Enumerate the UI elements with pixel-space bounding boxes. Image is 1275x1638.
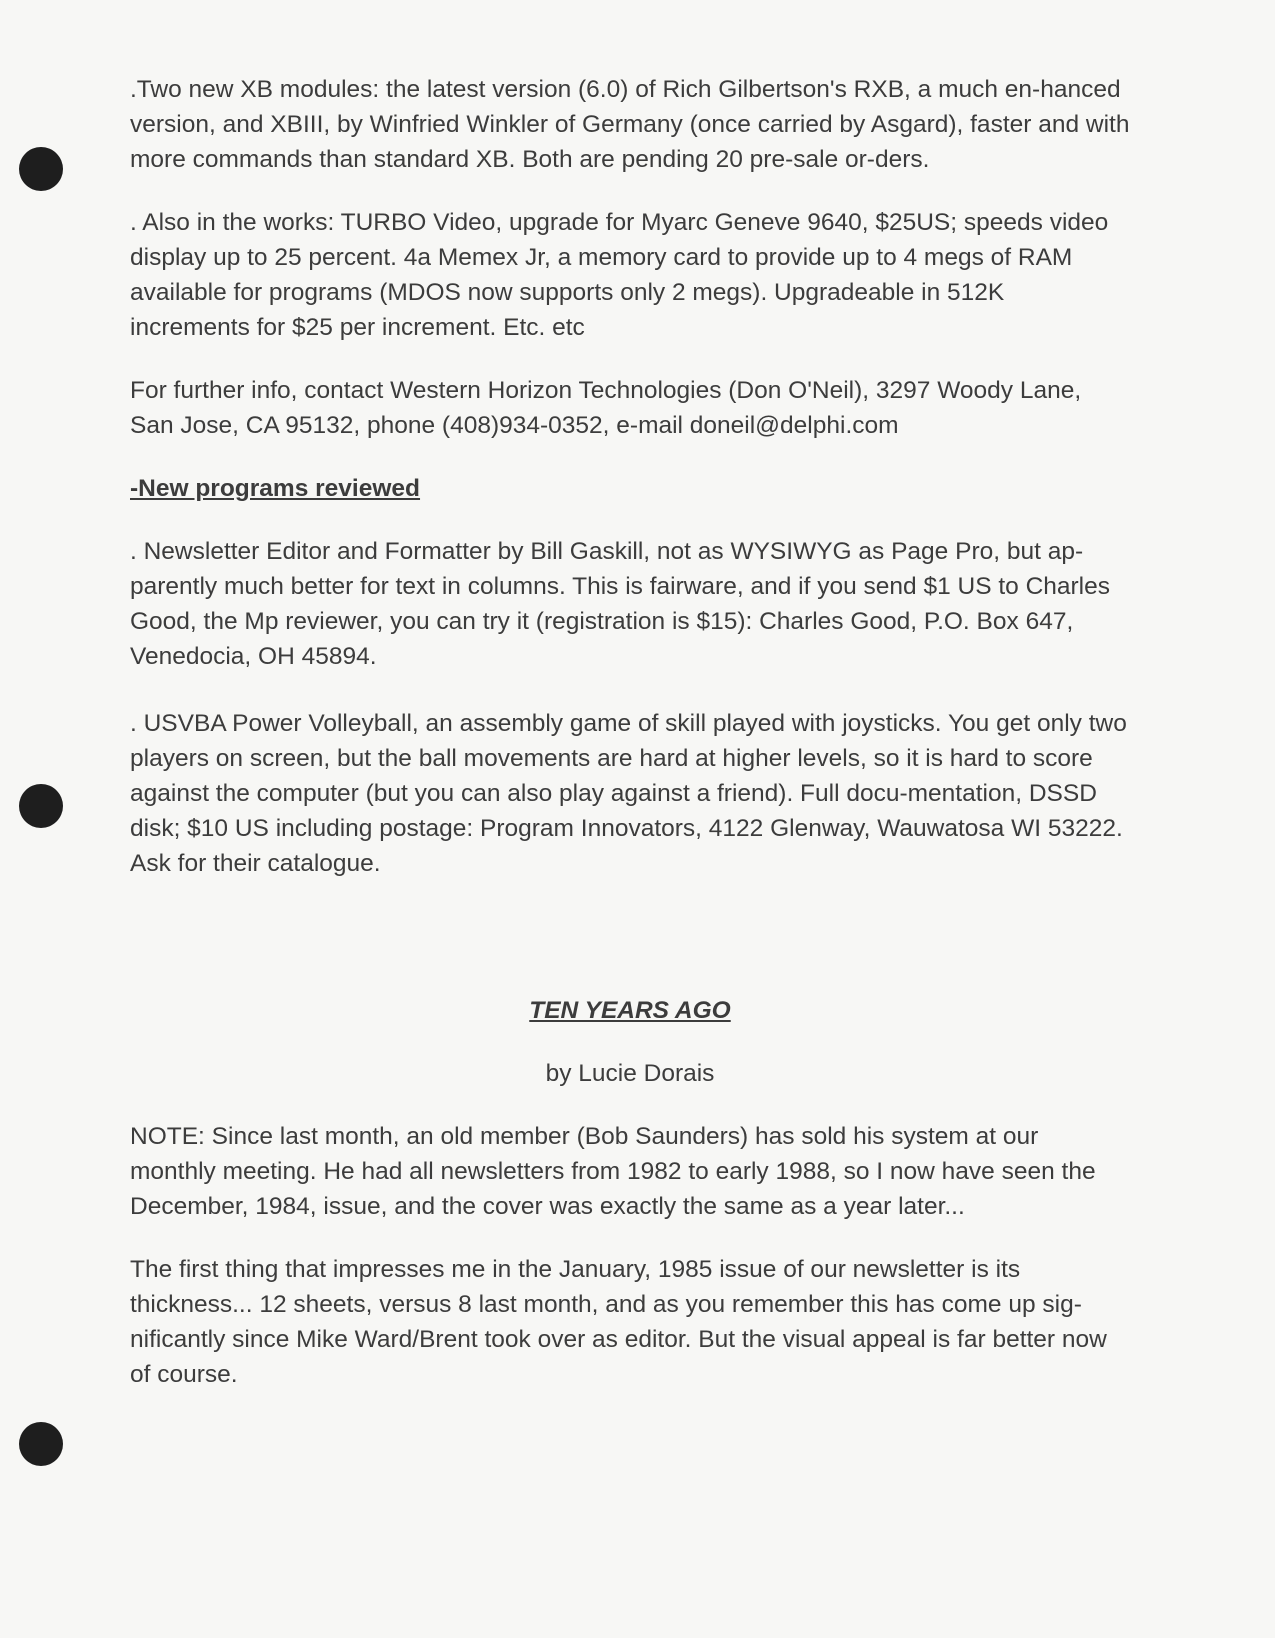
- section-heading-new-programs: -New programs reviewed: [130, 475, 421, 502]
- punch-hole-bottom: [19, 1422, 63, 1466]
- punch-hole-middle: [19, 784, 63, 828]
- document-body: [130, 72, 1130, 1392]
- paragraph-xb-modules: .Two new XB modules: the latest version (6.0) of Rich Gilbertson's RXB, a much en-hanced version, and XBIII, by Winfried Winkler of Germany (once carried by Asgard), faster and with more commands than standard XB. Both are pending 20 pre-sale or-ders.: [130, 76, 1130, 173]
- paragraph-first-thing: The first thing that impresses me in the January, 1985 issue of our newsletter is its thickness... 12 sheets, versus 8 last month, and as you remember this has come up sig-nificantly since Mike Ward/Brent took over as editor. But the visual appeal is far better now of course.: [130, 1256, 1107, 1388]
- paragraph-volleyball: . USVBA Power Volleyball, an assembly game of skill played with joysticks. You get only two players on screen, but the ball movements are hard at higher levels, so it is hard to score against the computer (but you can also play against a friend). Full docu-mentation, DSSD disk; $10 US including postage: Program Innovators, 4122 Glenway, Wauwatosa WI 53222. Ask for their catalogue.: [130, 710, 1127, 877]
- article-title: TEN YEARS AGO: [529, 997, 731, 1024]
- paragraph-contact-info: For further info, contact Western Horizon Technologies (Don O'Neil), 3297 Woody Lane, San Jose, CA 95132, phone (408)934-0352, e-mail doneil@delphi.com: [130, 377, 1082, 439]
- paragraph-newsletter-editor: . Newsletter Editor and Formatter by Bill Gaskill, not as WYSIWYG as Page Pro, but ap-parently much better for text in columns. This is fairware, and if you send $1 US to Charles Good, the Mp reviewer, you can try it (registration is $15): Charles Good, P.O. Box 647, Venedocia, OH 45894.: [130, 538, 1110, 670]
- paragraph-note: NOTE: Since last month, an old member (Bob Saunders) has sold his system at our monthly meeting. He had all newsletters from 1982 to early 1988, so I now have seen the December, 1984, issue, and the cover was exactly the same as a year later...: [130, 1123, 1096, 1220]
- punch-hole-top: [19, 147, 63, 191]
- article-byline: by Lucie Dorais: [545, 1060, 715, 1087]
- paragraph-also-in-works: . Also in the works: TURBO Video, upgrade for Myarc Geneve 9640, $25US; speeds video display up to 25 percent. 4a Memex Jr, a memory card to provide up to 4 megs of RAM available for programs (MDOS now supports only 2 megs). Upgradeable in 512K increments for $25 per increment. Etc. etc: [130, 209, 1109, 341]
